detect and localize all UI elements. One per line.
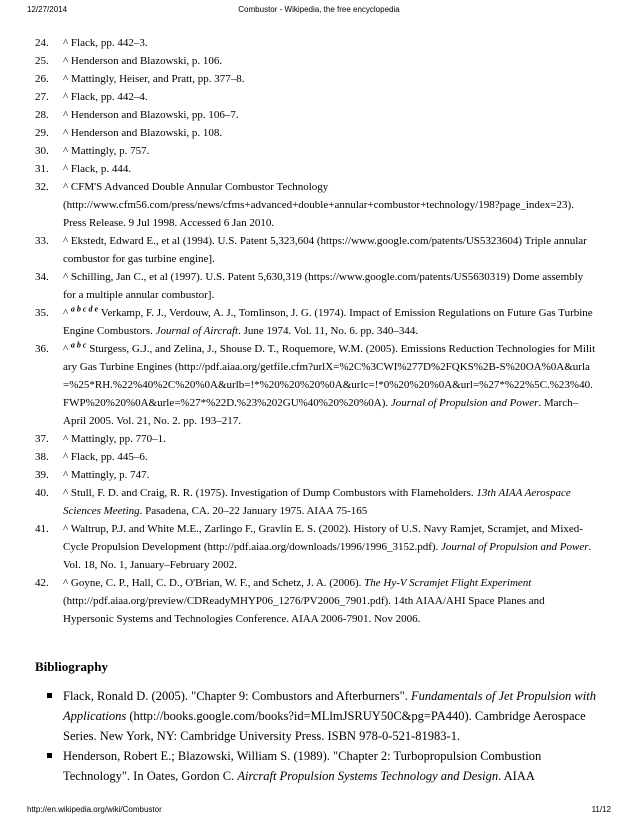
reference-item: 42. ^ Goyne, C. P., Hall, C. D., O'Brian, W. F., and Schetz, J. A. (2006). The Hy-V Scramjet Flight Experiment (http://pdf.aiaa.org/preview/CDReadyMHYP06_1276/PV2006_7901.pdf). 14th AIAA/AHI Space Planes and Hypersonic Systems and Technologies Conference. AIAA 2006-7901. Nov 2006. (35, 577, 545, 625)
reference-item: 31. ^ Flack, p. 444. (35, 163, 132, 175)
reference-item: 36. ^ $^{a b c}$ Sturgess, G.J., and Zelina, J., Shouse D. T., Roquemore, W.M. (2005). Emissions Reduction Technologies for Military Gas Turbine Engines (http://pdf.aiaa.org/getfile.cfm?urlX=%2C%3CWI%277D%2FQKS%2B-S%20OA%0A&urla=%25*RH.%22%40%2C%20%0A&urlb=!*%20%20%20%0A&urlc=!*0%20%20%0A&url=%27*%22%5C.%23%40.FWP%20%20%0A&urle=%27*%22D.%23%202GU%40%20%20%0A). Journal of Propulsion and Power. March–April 2005. Vol. 21, No. 2. pp. 193–217. (35, 340, 596, 427)
bibliography-item: Flack, Ronald D. (2005). "Chapter 9: Combustors and Afterburners". Fundamentals of Jet Propulsion with Applications (http://books.google.com/books?id=MLlmJSRUY50C&pg=PA440). Cambridge Aerospace Series. New York, NY: Cambridge University Press. ISBN 978-0-521-81983-1. (0, 686, 638, 746)
reference-item: 28. ^ Henderson and Blazowski, pp. 106–7. (35, 109, 239, 121)
print-url: http://en.wikipedia.org/wiki/Combustor (27, 805, 162, 814)
backlink-letters[interactable]: a b c (70, 340, 87, 350)
print-header (0, 5, 638, 17)
reference-item: 38. ^ Flack, pp. 445–6. (35, 451, 148, 463)
reference-item: 30. ^ Mattingly, p. 757. (35, 145, 150, 157)
bibliography-item: Henderson, Robert E.; Blazowski, William S. (1989). "Chapter 2: Turbopropulsion Combustion Technology". In Oates, Gordon C. Aircraft Propulsion Systems Technology and Design. AIAA (0, 746, 638, 786)
reference-item: 29. ^ Henderson and Blazowski, p. 108. (35, 127, 223, 139)
print-footer (0, 805, 638, 817)
reference-item: 39. ^ Mattingly, p. 747. (35, 469, 150, 481)
reference-item: 35. ^ $^{a b c d e}$ Verkamp, F. J., Verdouw, A. J., Tomlinson, J. G. (1974). Impact of Emission Regulations on Future Gas Turbine Engine Combustors. Journal of Aircraft. June 1974. Vol. 11, No. 6. pp. 340–344. (35, 304, 593, 337)
print-page-title: Combustor - Wikipedia, the free encyclopedia (238, 5, 400, 14)
reference-item: 34. ^ Schilling, Jan C., et al (1997). U.S. Patent 5,630,319 (https://www.google.com/patents/US5630319) Dome assembly for a multiple annular combustor]. (35, 271, 584, 301)
bibliography-list (0, 686, 638, 786)
reference-item: 32. ^ CFM'S Advanced Double Annular Combustor Technology (http://www.cfm56.com/press/news/cfms+advanced+double+annular+combustor+technology/198?page_index=23). Press Release. 9 Jul 1998. Accessed 6 Jan 2010. (35, 181, 574, 229)
reference-item: 40. ^ Stull, F. D. and Craig, R. R. (1975). Investigation of Dump Combustors with Flameholders. 13th AIAA Aerospace Sciences Meeting. Pasadena, CA. 20–22 January 1975. AIAA 75-165 (35, 487, 571, 517)
reference-item: 33. ^ Ekstedt, Edward E., et al (1994). U.S. Patent 5,323,604 (https://www.google.com/patents/US5323604) Triple annular combustor for gas turbine engine]. (35, 235, 587, 265)
print-date: 12/27/2014 (27, 5, 68, 14)
backlink-letters[interactable]: a b c d e (70, 304, 99, 314)
reference-item: 37. ^ Mattingly, pp. 770–1. (35, 433, 166, 445)
bullet-icon (47, 753, 52, 758)
reference-item: 24. ^ Flack, pp. 442–3. (35, 37, 148, 49)
reference-item: 27. ^ Flack, pp. 442–4. (35, 91, 148, 103)
print-page-number: 11/12 (591, 805, 611, 814)
reference-item: 41. ^ Waltrup, P.J. and White M.E., Zarlingo F., Gravlin E. S. (2002). History of U.S. Navy Ramjet, Scramjet, and Mixed-Cycle Propulsion Development (http://pdf.aiaa.org/downloads/1996/1996_3152.pdf). Journal of Propulsion and Power. Vol. 18, No. 1, January–February 2002. (35, 523, 592, 571)
bibliography-heading: Bibliography (35, 659, 108, 674)
references-list (0, 34, 638, 628)
bullet-icon (47, 693, 52, 698)
reference-item: 26. ^ Mattingly, Heiser, and Pratt, pp. 377–8. (35, 73, 245, 85)
reference-item: 25. ^ Henderson and Blazowski, p. 106. (35, 55, 223, 67)
